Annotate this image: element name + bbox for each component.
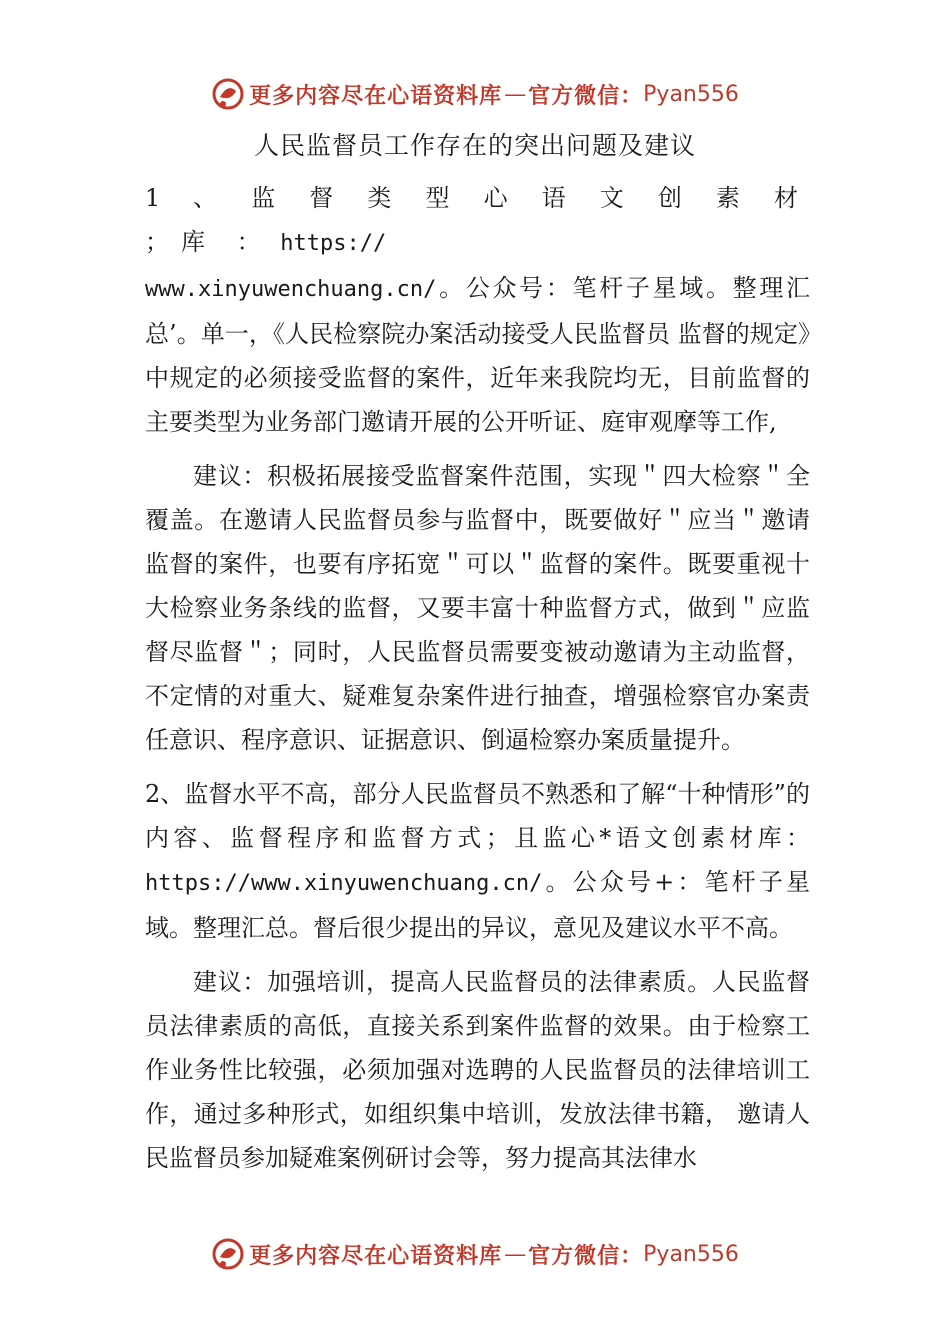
paragraph-3-part1: 2、监督水平不高，部分人民监督员不熟悉和了解“十种情形”的内容、监督程序和监督方式；且监心*语文创素材库： [145, 780, 810, 852]
banner-wechat-id: Pyan556 [643, 1241, 739, 1267]
paragraph-1 [145, 176, 810, 444]
banner-text-cn: 更多内容尽在心语资料库 [249, 82, 503, 109]
banner-official-label: 官方微信： [528, 82, 644, 109]
paragraph-3-part2: 。公众号+：笔杆子星域。整理汇总。督后很少提出的异议，意见及建议水平不高。 [145, 868, 810, 942]
banner-separator: — [504, 81, 527, 107]
paragraph-2: 建议：积极拓展接受监督案件范围，实现＂四大检察＂全覆盖。在邀请人民监督员参与监督中，既要做好＂应当＂邀请监督的案件，也要有序拓宽＂可以＂监督的案件。既要重视十大检察业务条线的监督，又要丰富十种监督方式，做到＂应监督尽监督＂；同时，人民监督员需要变被动邀请为主动监督，不定情的对重大、疑难复杂案件进行抽查，增强检察官办案责任意识、程序意识、证据意识、倒逼检察办案质量提升。 [145, 462, 810, 754]
banner-text-cn: 更多内容尽在心语资料库 [249, 1242, 503, 1269]
paragraph-4: 建议：加强培训，提高人民监督员的法律素质。人民监督员法律素质的高低，直接关系到案件监督的效果。由于检察工作业务性比较强，必须加强对选聘的人民监督员的法律培训工作，通过多种形式，如组织集中培训，发放法律书籍， 邀请人民监督员参加疑难案例研讨会等，努力提高其法律水 [145, 968, 810, 1172]
paragraph-1-rest: 总’。单一，《人民检察院办案活动接受人民监督员 监督的规定》中规定的必须接受监督的案件，近年来我院均无，目前监督的主要类型为业务部门邀请开展的公开听证、庭审观摩等工作, [145, 320, 810, 436]
paragraph-3 [145, 772, 810, 950]
paragraph-1-url-start: https:// [280, 231, 387, 256]
paragraph-1-url: www.xinyuwenchuang.cn/ [145, 277, 437, 302]
paragraph-3-url: https://www.xinyuwenchuang.cn/ [145, 871, 543, 896]
header-banner [0, 72, 950, 116]
footer-banner [0, 1232, 950, 1276]
banner-official-label: 官方微信： [528, 1242, 644, 1269]
brand-logo-icon [211, 1237, 245, 1271]
document-body [145, 176, 810, 1180]
document-title: 人民监督员工作存在的突出问题及建议 [253, 131, 696, 160]
paragraph-1-lead: 1 、 监 督 类 型 心 语 文 创 素 材 ；库 ： [145, 184, 810, 256]
paragraph-1-line2: 。公众号：笔杆子星域。整理汇 [436, 274, 810, 302]
banner-separator: — [504, 1241, 527, 1267]
brand-logo-icon [211, 77, 245, 111]
banner-wechat-id: Pyan556 [643, 81, 739, 107]
